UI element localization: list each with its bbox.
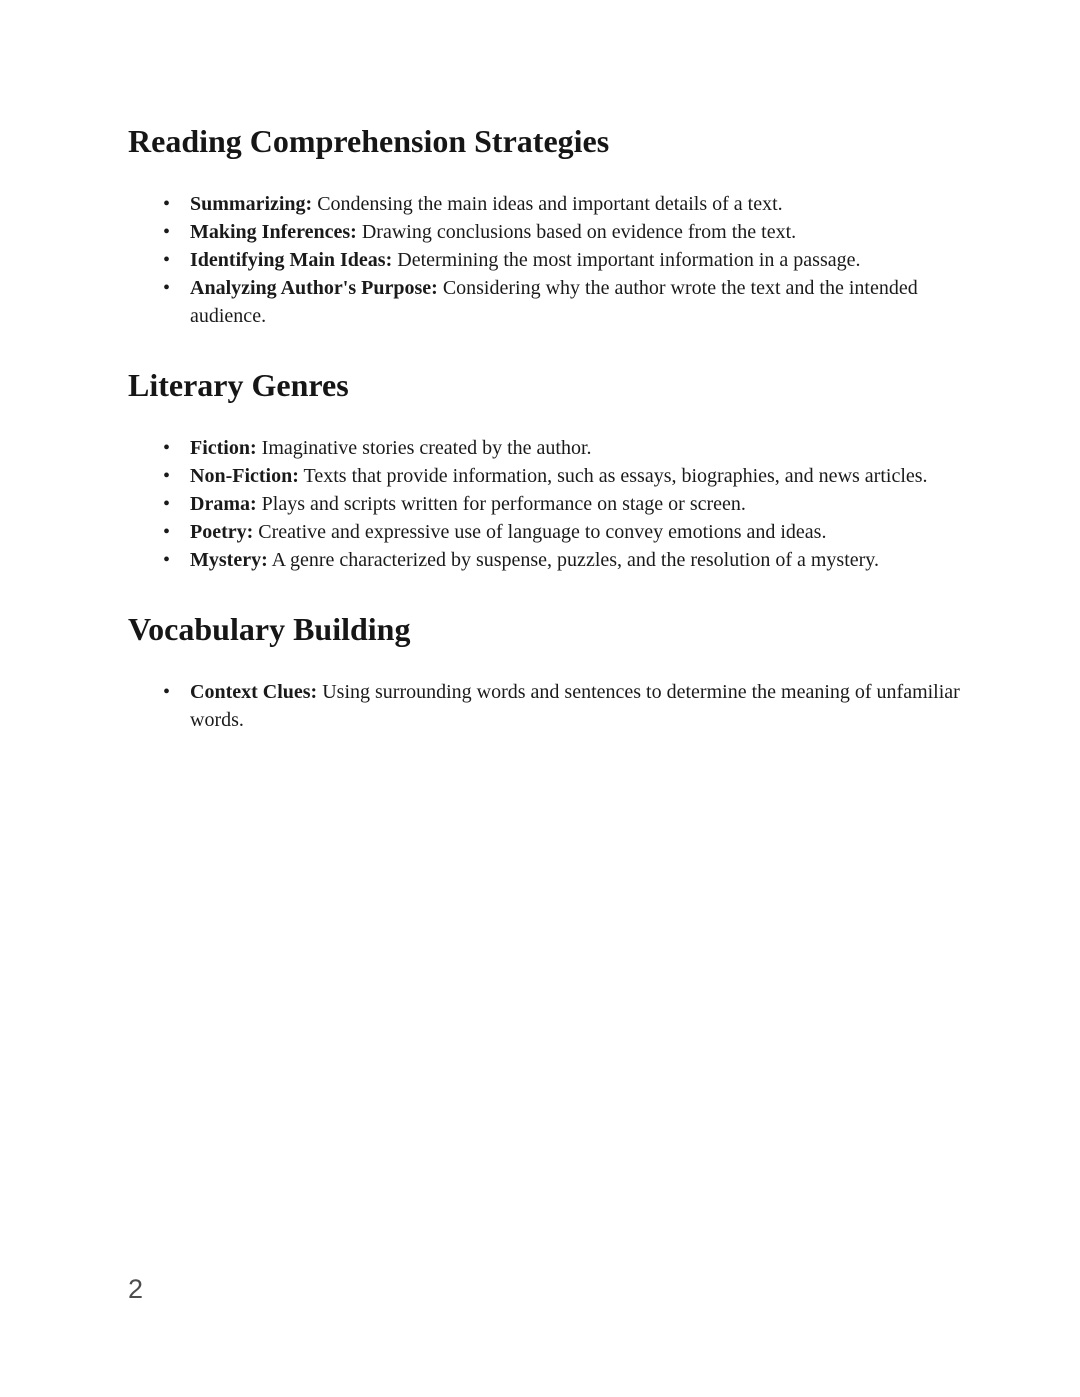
- definition: A genre characterized by suspense, puzzles, and the resolution of a mystery.: [267, 549, 880, 571]
- term: Analyzing Author's Purpose:: [190, 277, 438, 299]
- list-item: [190, 274, 962, 330]
- term: Poetry:: [190, 521, 254, 543]
- section-heading: Reading Comprehension Strategies: [128, 123, 610, 159]
- section-vocabulary-building: [128, 610, 962, 734]
- term: Context Clues:: [190, 681, 318, 703]
- term: Non-Fiction:: [190, 465, 299, 487]
- section-literary-genres: [128, 366, 962, 574]
- section-reading-comprehension-strategies: [128, 122, 962, 330]
- list-item: [190, 246, 962, 274]
- section-heading: Vocabulary Building: [128, 611, 411, 647]
- term: Drama:: [190, 493, 257, 515]
- definition: Texts that provide information, such as essays, biographies, and news articles.: [298, 465, 928, 487]
- list-item: [190, 518, 962, 546]
- page-number: 2: [128, 1274, 144, 1304]
- definition: Considering why the author wrote the text and the intended audience.: [190, 277, 918, 327]
- definition: Creative and expressive use of language to convey emotions and ideas.: [253, 521, 827, 543]
- list-item: [190, 678, 962, 734]
- list-item: [190, 462, 962, 490]
- definition: Plays and scripts written for performance on stage or screen.: [256, 493, 746, 515]
- section-heading: Literary Genres: [128, 367, 349, 403]
- definition: Imaginative stories created by the author.: [256, 437, 592, 459]
- list-item: [190, 546, 962, 574]
- definition: Drawing conclusions based on evidence from the text.: [356, 221, 797, 243]
- list-item: [190, 434, 962, 462]
- definition: Using surrounding words and sentences to determine the meaning of unfamiliar words.: [190, 681, 960, 731]
- list-item: [190, 190, 962, 218]
- bullet-list: [128, 678, 962, 734]
- term: Mystery:: [190, 549, 268, 571]
- term: Summarizing:: [190, 193, 313, 215]
- definition: Determining the most important information in a passage.: [392, 249, 861, 271]
- bullet-list: [128, 190, 962, 330]
- list-item: [190, 490, 962, 518]
- list-item: [190, 218, 962, 246]
- bullet-list: [128, 434, 962, 574]
- term: Fiction:: [190, 437, 257, 459]
- definition: Condensing the main ideas and important details of a text.: [312, 193, 783, 215]
- term: Making Inferences:: [190, 221, 357, 243]
- term: Identifying Main Ideas:: [190, 249, 393, 271]
